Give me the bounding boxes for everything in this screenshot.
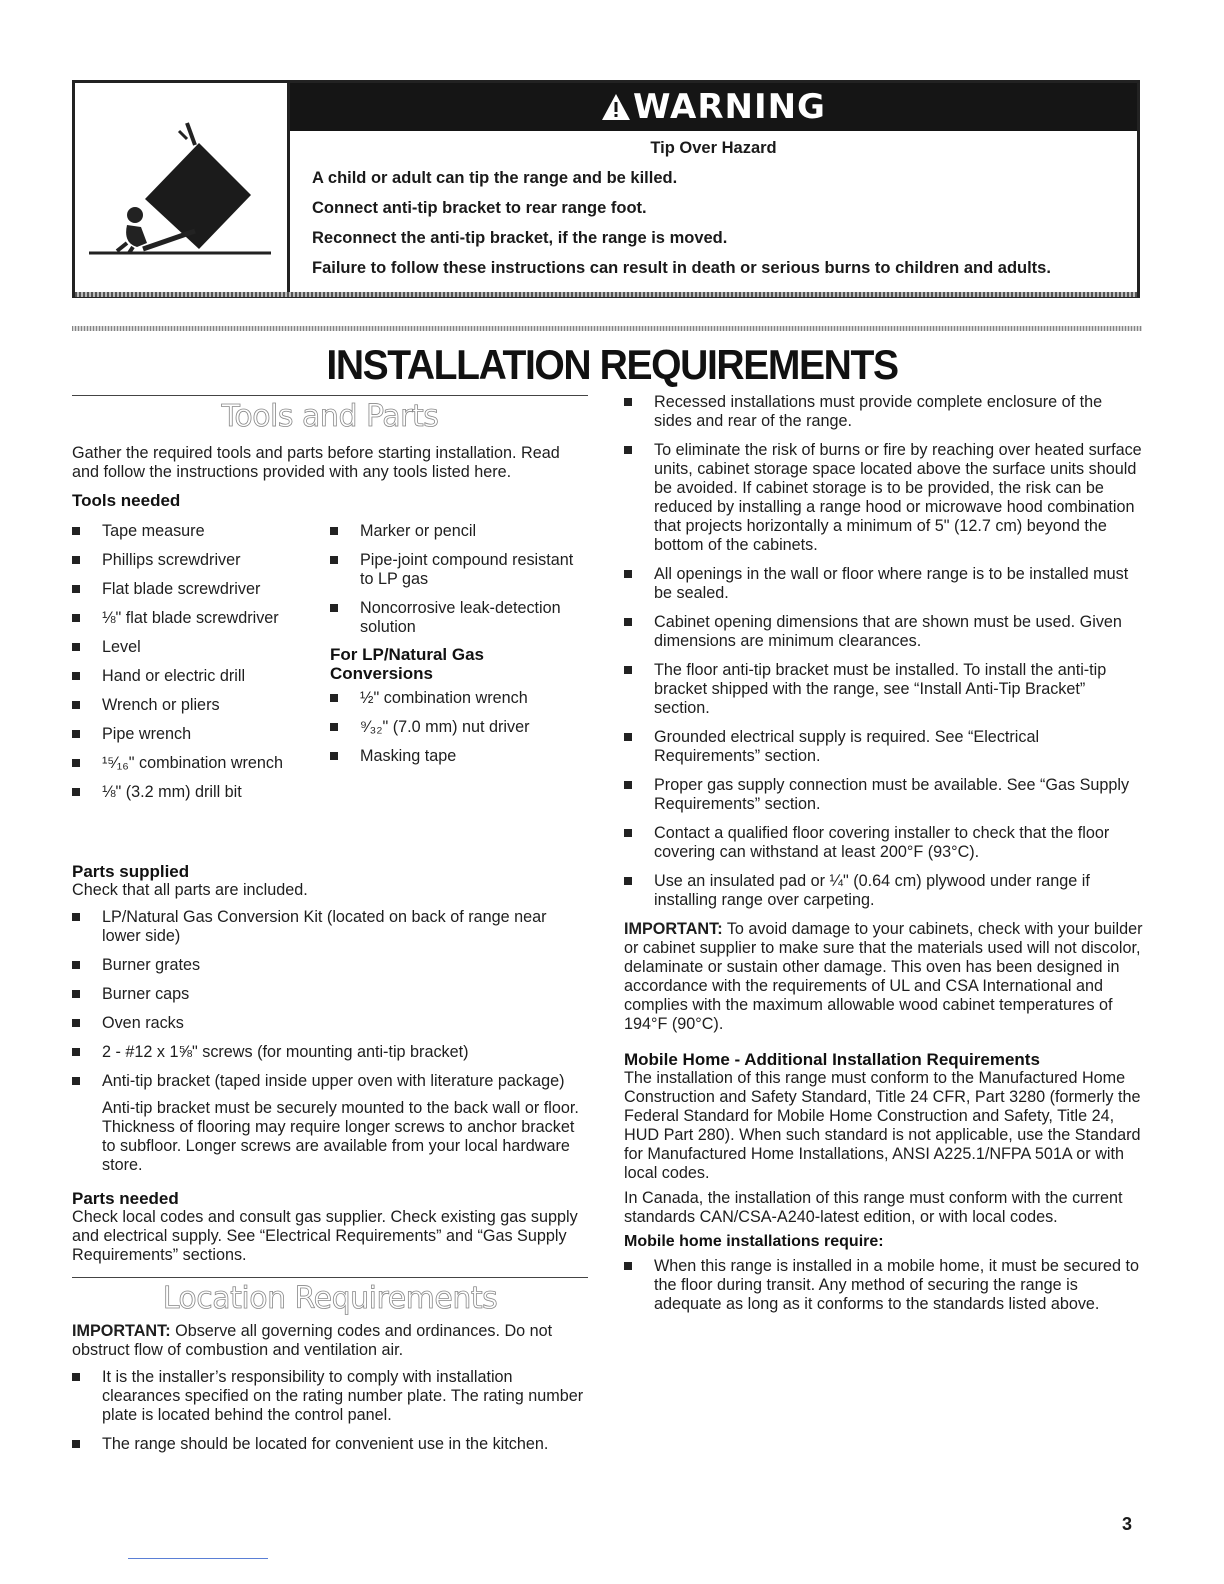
warning-box	[72, 80, 1140, 298]
list-item: Cabinet opening dimensions that are shown must be used. Given dimensions are minimum clearances.	[624, 613, 1144, 651]
important-label: IMPORTANT:	[72, 1322, 171, 1340]
important-label: IMPORTANT:	[624, 920, 723, 938]
mobile-home-require-list	[624, 1257, 1144, 1314]
warning-line: Failure to follow these instructions can result in death or serious burns to children and adults.	[312, 259, 1051, 277]
page-number: 3	[1122, 1514, 1133, 1534]
parts-supplied-heading: Parts supplied	[72, 862, 190, 881]
mobile-home-para-1: The installation of this range must conform to the Manufactured Home Construction and Safety Standard, Title 24 CFR, Part 3280 (formerly the Federal Standard for Mobile Home Construction and Safety, Title 24, HUD Part 280). When such standard is not applicable, use the Standard for Manufactured Home Installations, ANSI A225.1/NFPA 501A or with local codes.	[624, 1069, 1141, 1182]
mobile-home-require-heading: Mobile home installations require:	[624, 1233, 884, 1250]
list-item: It is the installer’s responsibility to comply with installation clearances specified on the rating number plate. The rating number plate is located behind the control panel.	[72, 1368, 588, 1425]
warning-content	[290, 83, 1137, 295]
list-item: Marker or pencil	[330, 522, 590, 541]
left-column	[72, 395, 588, 1454]
right-column	[624, 393, 1144, 1314]
list-item: To eliminate the risk of burns or fire by reaching over heated surface units, cabinet storage space located above the surface units should be avoided. If cabinet storage is to be provided, the risk can be reduced by installing a range hood or microwave hood combination that projects horizontally a minimum of 5" (12.7 cm) beyond the bottom of the cabinets.	[624, 441, 1144, 555]
important-text: Observe all governing codes and ordinances. Do not obstruct flow of combustion and ventilation air.	[72, 1322, 553, 1359]
list-item: Use an insulated pad or ¼" (0.64 cm) plywood under range if installing range over carpeting.	[624, 872, 1144, 910]
list-item: Burner grates	[72, 956, 588, 975]
tip-over-range-icon	[75, 83, 287, 295]
warning-header-bar	[290, 83, 1137, 131]
list-item: Pipe wrench	[72, 725, 322, 744]
location-list-right	[624, 393, 1144, 910]
tools-list-container	[72, 522, 588, 832]
list-item: ⅛" (3.2 mm) drill bit	[72, 783, 322, 802]
list-item: The floor anti-tip bracket must be installed. To install the anti-tip bracket shipped with the range, see “Install Anti-Tip Bracket” section.	[624, 661, 1144, 718]
warning-line: Reconnect the anti-tip bracket, if the range is moved.	[312, 229, 728, 247]
list-item: Pipe-joint compound resistant to LP gas	[330, 551, 590, 589]
list-item: ⁹⁄₃₂" (7.0 mm) nut driver	[330, 718, 590, 737]
list-item: ¹⁵⁄₁₆" combination wrench	[72, 754, 322, 773]
section-divider	[72, 1277, 588, 1278]
list-item: Wrench or pliers	[72, 696, 322, 715]
footer-rule	[128, 1558, 268, 1559]
list-item: Recessed installations must provide complete enclosure of the sides and rear of the range.	[624, 393, 1144, 431]
important-text: To avoid damage to your cabinets, check with your builder or cabinet supplier to make sure that the materials used will not discolor, delaminate or sustain other damage. This oven has been designed in accordance with the requirements of UL and CSA International and complies with the maximum allowable wood cabinet temperatures of 194°F (90°C).	[624, 920, 1143, 1033]
tools-intro: Gather the required tools and parts before starting installation. Read and follow the instructions provided with any tools listed here.	[72, 444, 560, 481]
location-requirements-title: Location Requirements	[162, 1281, 498, 1316]
cabinet-important-note	[624, 920, 1144, 1034]
lp-conversion-heading: For LP/Natural Gas Conversions	[330, 645, 484, 683]
list-item: Noncorrosive leak-detection solution	[330, 599, 590, 637]
page-title: INSTALLATION REQUIREMENTS	[326, 341, 898, 388]
list-item: ⅛" flat blade screwdriver	[72, 609, 322, 628]
tools-and-parts-title: Tools and Parts	[221, 399, 439, 434]
list-item: Anti-tip bracket (taped inside upper oven with literature package)	[72, 1072, 588, 1091]
dotted-divider	[72, 326, 1142, 331]
list-item: Tape measure	[72, 522, 322, 541]
tip-over-illustration	[75, 83, 290, 295]
warning-triangle-icon	[601, 92, 631, 122]
parts-needed-text: Check local codes and consult gas supplier. Check existing gas supply and electrical supply. See “Electrical Requirements” and “Gas Supply Requirements” sections.	[72, 1208, 578, 1264]
location-important-note	[72, 1322, 588, 1360]
parts-supplied-list	[72, 908, 588, 1091]
mobile-home-para-2: In Canada, the installation of this range must conform with the current standards CAN/CSA-A240-latest edition, or with local codes.	[624, 1189, 1123, 1226]
tools-list-right-container	[330, 522, 590, 776]
list-item: 2 - #12 x 1⅝" screws (for mounting anti-tip bracket)	[72, 1043, 588, 1062]
list-item: LP/Natural Gas Conversion Kit (located on back of range near lower side)	[72, 908, 588, 946]
parts-supplied-intro: Check that all parts are included.	[72, 881, 308, 899]
tools-needed-heading: Tools needed	[72, 491, 181, 510]
warning-line: Connect anti-tip bracket to rear range foot.	[312, 199, 647, 217]
list-item: Masking tape	[330, 747, 590, 766]
list-item: All openings in the wall or floor where range is to be installed must be sealed.	[624, 565, 1144, 603]
list-item: Phillips screwdriver	[72, 551, 322, 570]
mobile-home-heading: Mobile Home - Additional Installation Requirements	[624, 1050, 1040, 1069]
list-item: Oven racks	[72, 1014, 588, 1033]
section-divider	[72, 395, 588, 396]
tools-list-left	[72, 522, 322, 812]
list-item: When this range is installed in a mobile home, it must be secured to the floor during transit. Any method of securing the range is adequate as long as it conforms to the standards listed above.	[624, 1257, 1144, 1314]
list-item: Flat blade screwdriver	[72, 580, 322, 599]
parts-needed-heading: Parts needed	[72, 1189, 179, 1208]
warning-header-text: WARNING	[633, 87, 826, 127]
list-item: Level	[72, 638, 322, 657]
location-list-left	[72, 1368, 588, 1454]
list-item: The range should be located for convenient use in the kitchen.	[72, 1435, 588, 1454]
anti-tip-note: Anti-tip bracket must be securely mounted to the back wall or floor. Thickness of flooring may require longer screws to anchor bracket to subfloor. Longer screws are available from your local hardware store.	[102, 1099, 579, 1174]
list-item: Contact a qualified floor covering installer to check that the floor covering can withstand at least 200°F (93°C).	[624, 824, 1144, 862]
list-item: Burner caps	[72, 985, 588, 1004]
warning-line: A child or adult can tip the range and be killed.	[312, 169, 678, 187]
lp-tools-list	[330, 689, 590, 766]
list-item: Proper gas supply connection must be available. See “Gas Supply Requirements” section.	[624, 776, 1144, 814]
tools-list-right	[330, 522, 590, 637]
list-item: ½" combination wrench	[330, 689, 590, 708]
list-item: Hand or electric drill	[72, 667, 322, 686]
warning-subtitle: Tip Over Hazard	[650, 139, 777, 157]
list-item: Grounded electrical supply is required. See “Electrical Requirements” section.	[624, 728, 1144, 766]
